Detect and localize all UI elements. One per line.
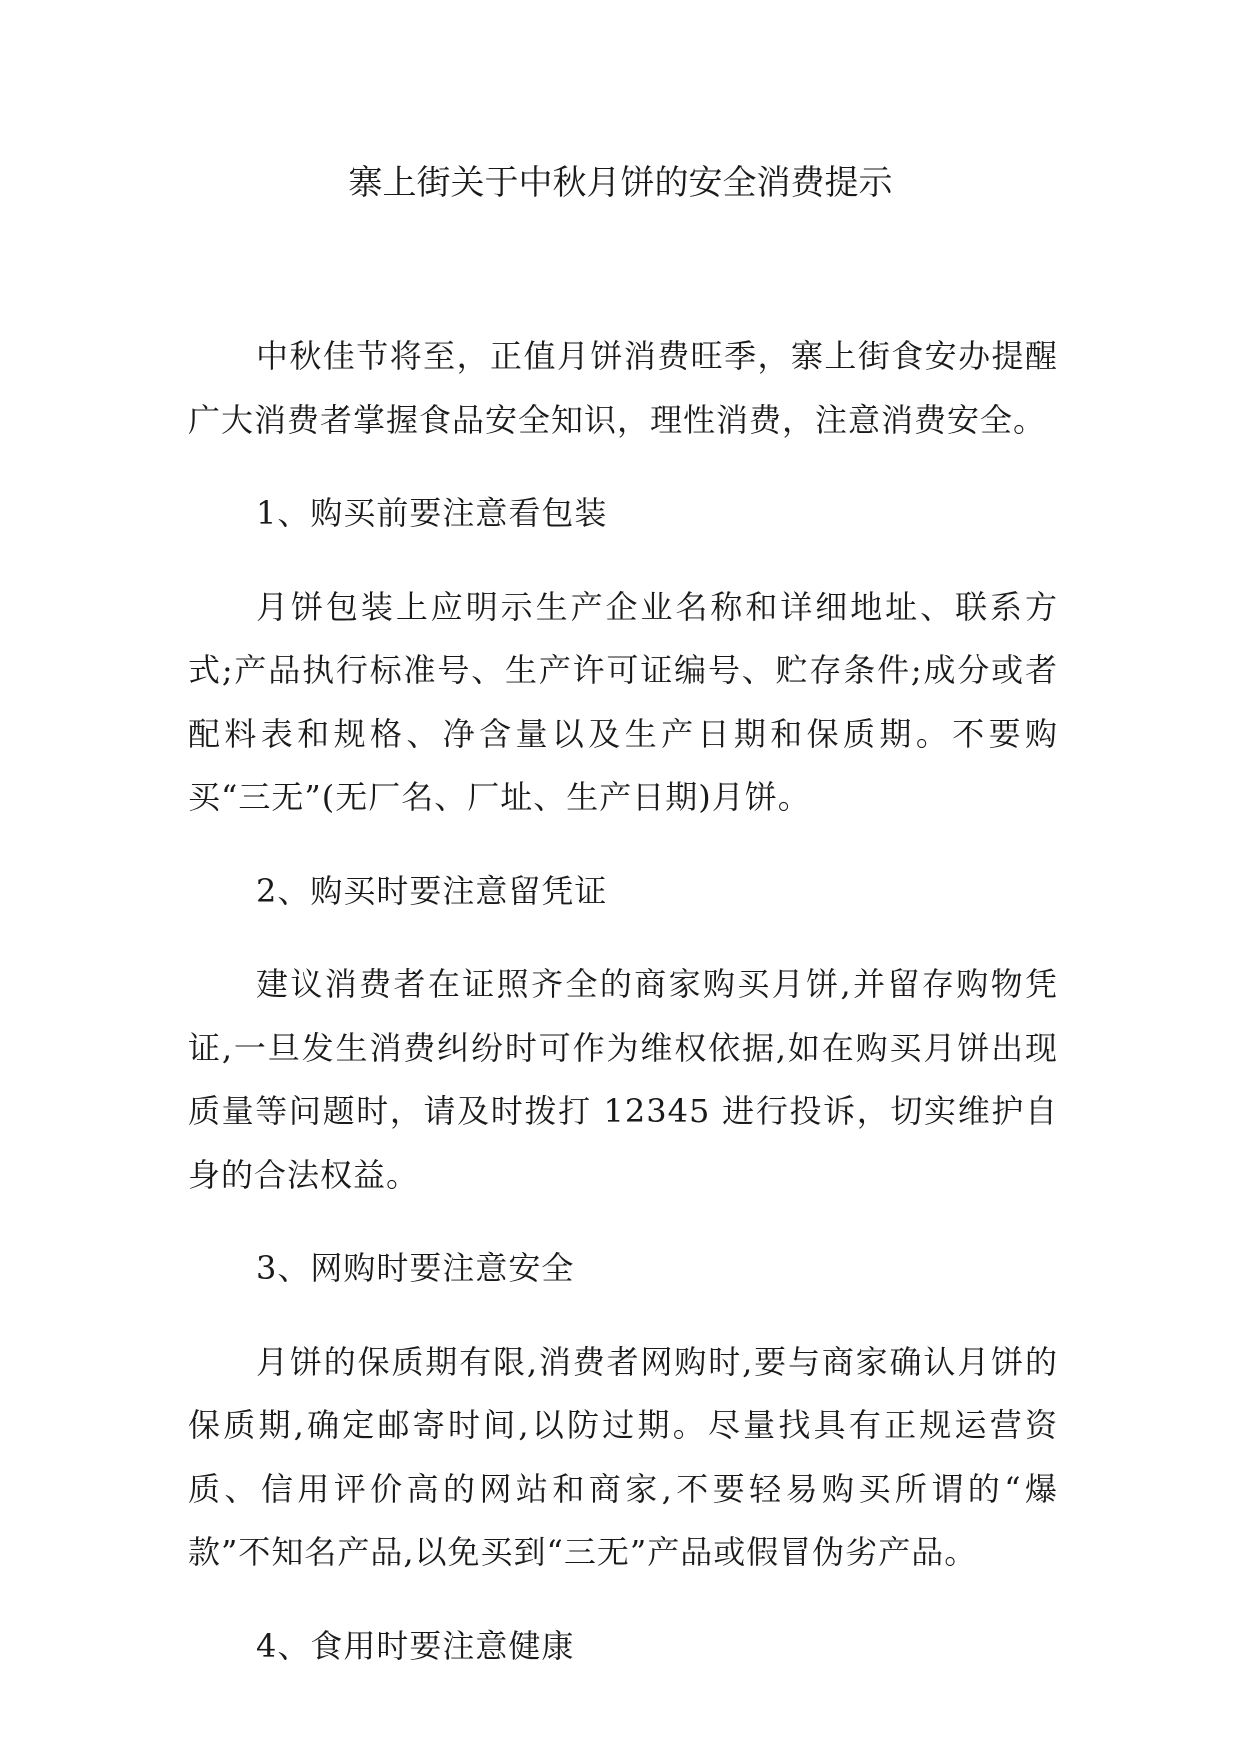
section-3-heading: 3、网购时要注意安全 <box>256 1249 575 1287</box>
section-1-heading: 1、购买前要注意看包装 <box>256 494 608 532</box>
section-1-text: 月饼包装上应明示生产企业名称和详细地址、联系方式;产品执行标准号、生产许可证编号、贮存条件;成分或者配料表和规格、净含量以及生产日期和保质期。不要购买“三无”(无厂名、厂址、生产日期)月饼。 <box>188 587 1058 816</box>
section-2-heading: 2、购买时要注意留凭证 <box>256 871 608 910</box>
document-title: 寨上街关于中秋月饼的安全消费提示 <box>348 163 893 203</box>
section-4-heading: 4、食用时要注意健康 <box>256 1626 575 1665</box>
section-2-text: 建议消费者在证照齐全的商家购买月饼,并留存购物凭证,一旦发生消费纠纷时可作为维权依据,如在购买月饼出现质量等问题时，请及时拨打 12345 进行投诉，切实维护自身的合法权益。 <box>188 965 1058 1194</box>
section-3-text: 月饼的保质期有限,消费者网购时,要与商家确认月饼的保质期,确定邮寄时间,以防过期。尽量找具有正规运营资质、信用评价高的网站和商家,不要轻易购买所谓的“爆款”不知名产品,以免买到“三无”产品或假冒伪劣产品。 <box>188 1342 1058 1571</box>
document-body <box>188 325 1058 1678</box>
intro-paragraph: 中秋佳节将至，正值月饼消费旺季，寨上街食安办提醒广大消费者掌握食品安全知识，理性消费，注意消费安全。 <box>188 337 1058 439</box>
